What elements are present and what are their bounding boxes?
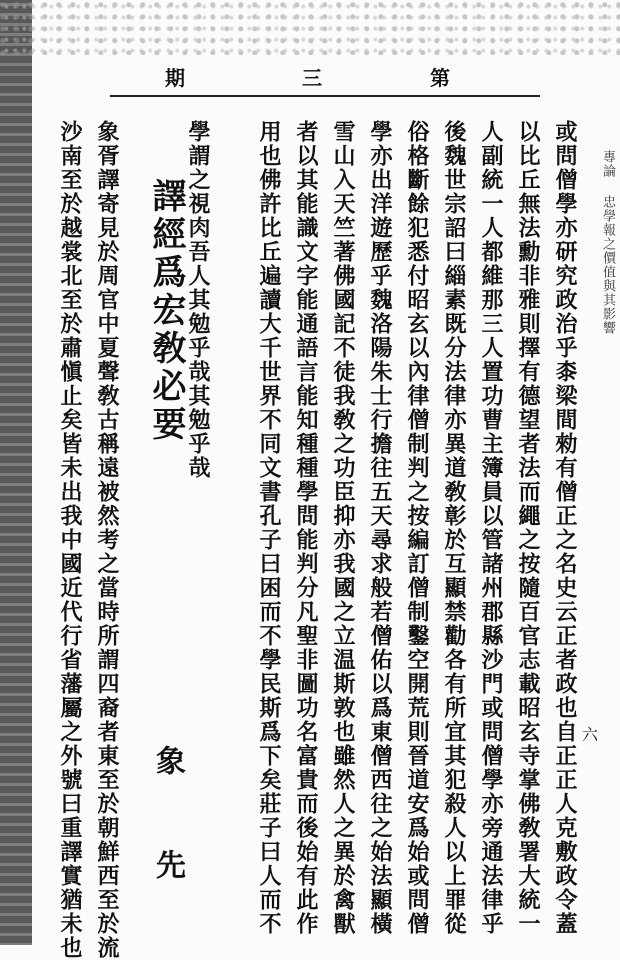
- article-title: 譯經爲宏敎必要: [146, 178, 186, 444]
- article-column-2: 沙南至於越裳北至於肅愼止矣皆未出我中國近代行省藩屬之外號曰重譯實猶未也: [57, 120, 83, 960]
- page-top-margin: [0, 0, 620, 55]
- text-column-7: 雪山入天竺著佛國記不徒我敎之功臣抑亦我國之立温斯敦也雖然人之異於禽獸: [330, 120, 356, 936]
- header-left: 期: [165, 66, 185, 90]
- text-column-10: 學謂之視肉吾人其勉乎哉其勉乎哉: [185, 120, 211, 480]
- header-rule: [110, 95, 540, 97]
- article-column-1: 象胥譯寄見於周官中夏聲敎古稱遠被然考之當時所謂四裔者東至於朝鮮西至於流: [94, 120, 120, 960]
- page-header: [130, 62, 490, 88]
- text-column-9: 用也佛許比丘遍讀大千世界不同文書孔子曰困而不學民斯爲下矣莊子曰人而不: [256, 120, 282, 936]
- header-center: 三: [302, 66, 322, 90]
- header-right: 第: [430, 66, 450, 90]
- text-column-4: 後魏世宗詔曰緇素既分法律亦異道敎彰於互顯禁勸各有所宜其犯殺人以上罪從: [441, 120, 467, 936]
- text-column-3: 人副統一人都維那三人置功曹主簿員以管諸州郡縣沙門或問僧學亦旁通法律乎: [478, 120, 504, 936]
- page-number: 六: [582, 725, 599, 744]
- page-gutter: [0, 0, 32, 945]
- text-column-1: 或問僧學亦研究政治乎桼梁間勑有僧正之名史云正者政也自正正人克敷政令蓋: [552, 120, 578, 936]
- article-author: 象 先: [150, 745, 185, 901]
- text-column-5: 俗格斷餘犯悉付昭玄以內律僧制判之按編訂僧制鑿空開荒則晉道安爲始或問僧: [404, 120, 430, 936]
- text-column-2: 以比丘無法勳非雅則擇有德望者法而繩之按隨百官志載昭玄寺掌佛敎署大統一: [515, 120, 541, 936]
- running-head-text: 忠學報之價值與其影響: [600, 195, 615, 335]
- text-column-8: 者以其能識文字能通語言能知種種學問能判分凡聖非圖功名富貴而後始有此作: [293, 120, 319, 936]
- running-head-label: 專論: [600, 150, 615, 178]
- text-column-6: 學亦出洋遊歷乎魏洛陽朱士行擔往五天尋求般若僧佑以爲東僧西往之始法顯橫: [367, 120, 393, 936]
